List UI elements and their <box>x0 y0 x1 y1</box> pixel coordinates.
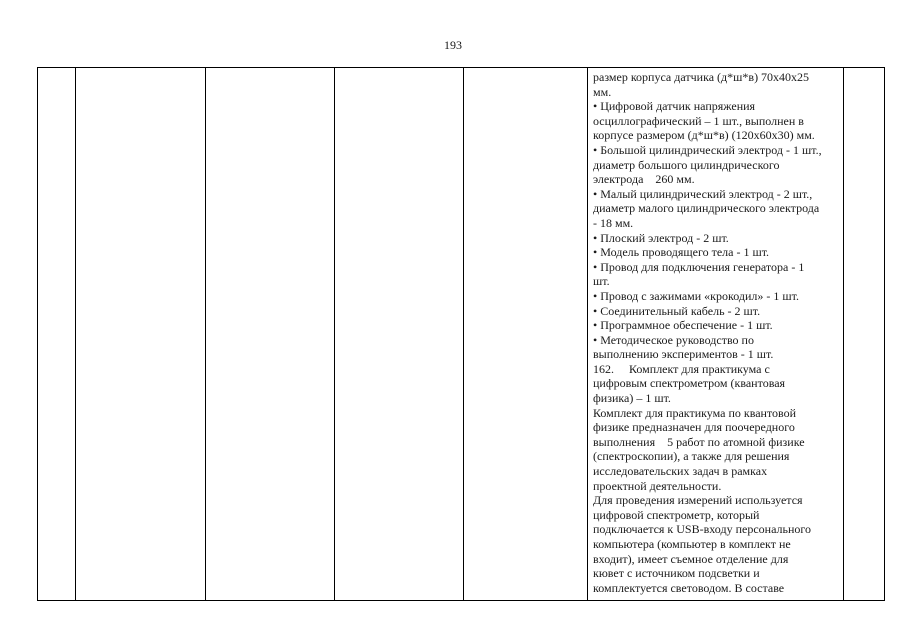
description-line: размер корпуса датчика (д*ш*в) 70х40х25 <box>593 70 810 84</box>
description-line: входит), имеет съемное отделение для <box>593 551 789 566</box>
description-line: проектной деятельности. <box>593 478 722 493</box>
description-line: • Соединительный кабель - 2 шт. <box>593 303 761 318</box>
description-line: • Цифровой датчик напряжения <box>593 99 756 114</box>
description-line: корпусе размером (д*ш*в) (120х60х30) мм. <box>593 128 815 143</box>
description-line: диаметр малого цилиндрического электрода <box>593 201 820 216</box>
table-cell-empty <box>464 68 588 601</box>
description-line: • Провод с зажимами «крокодил» - 1 шт. <box>593 288 799 303</box>
table-cell-empty <box>335 68 464 601</box>
table-cell-number <box>38 68 76 601</box>
description-line: • Модель проводящего тела - 1 шт. <box>593 245 770 260</box>
description-line: • Провод для подключения генератора - 1 <box>593 259 805 274</box>
description-line: физике предназначен для поочередного <box>593 420 795 435</box>
description-line: • Малый цилиндрический электрод - 2 шт., <box>593 186 813 201</box>
description-line: Комплект для практикума по квантовой <box>593 405 797 420</box>
description-line: цифровым спектрометром (квантовая <box>593 376 786 391</box>
page-number: 193 <box>444 38 462 52</box>
description-line: • Плоский электрод - 2 шт. <box>593 230 729 245</box>
table-cell-empty <box>76 68 206 601</box>
description-line: • Программное обеспечение - 1 шт. <box>593 318 773 333</box>
table-cell-description <box>588 68 844 601</box>
description-line: физика) – 1 шт. <box>593 391 671 406</box>
description-line: (спектроскопии), а также для решения <box>593 449 790 464</box>
description-line: осциллографический – 1 шт., выполнен в <box>593 113 804 128</box>
description-line: цифровой спектрометр, который <box>593 507 760 522</box>
description-line: компьютера (компьютер в комплект не <box>593 537 791 551</box>
description-text <box>588 68 843 600</box>
description-line: электрода 260 мм. <box>593 172 695 187</box>
specification-table <box>37 67 885 601</box>
table-row <box>38 68 885 601</box>
description-line: подключается к USB-входу персонального <box>593 522 812 537</box>
description-line: • Методическое руководство по <box>593 332 754 347</box>
description-line: 162. Комплект для практикума с <box>593 361 770 376</box>
description-line: выполнению экспериментов - 1 шт. <box>593 347 774 362</box>
description-line: - 18 мм. <box>593 215 634 230</box>
description-line: Для проведения измерений используется <box>593 493 803 508</box>
description-line: кювет с источником подсветки и <box>593 566 760 581</box>
description-line: шт. <box>593 274 610 289</box>
table-cell-empty <box>206 68 335 601</box>
description-line: • Большой цилиндрический электрод - 1 шт., <box>593 142 822 157</box>
description-line: комплектуется световодом. В составе <box>593 580 785 595</box>
description-line: выполнения 5 работ по атомной физике <box>593 434 805 449</box>
description-line: мм. <box>593 84 612 99</box>
description-line: диаметр большого цилиндрического <box>593 157 780 172</box>
description-line: исследовательских задач в рамках <box>593 464 768 479</box>
table-cell-empty <box>844 68 885 601</box>
